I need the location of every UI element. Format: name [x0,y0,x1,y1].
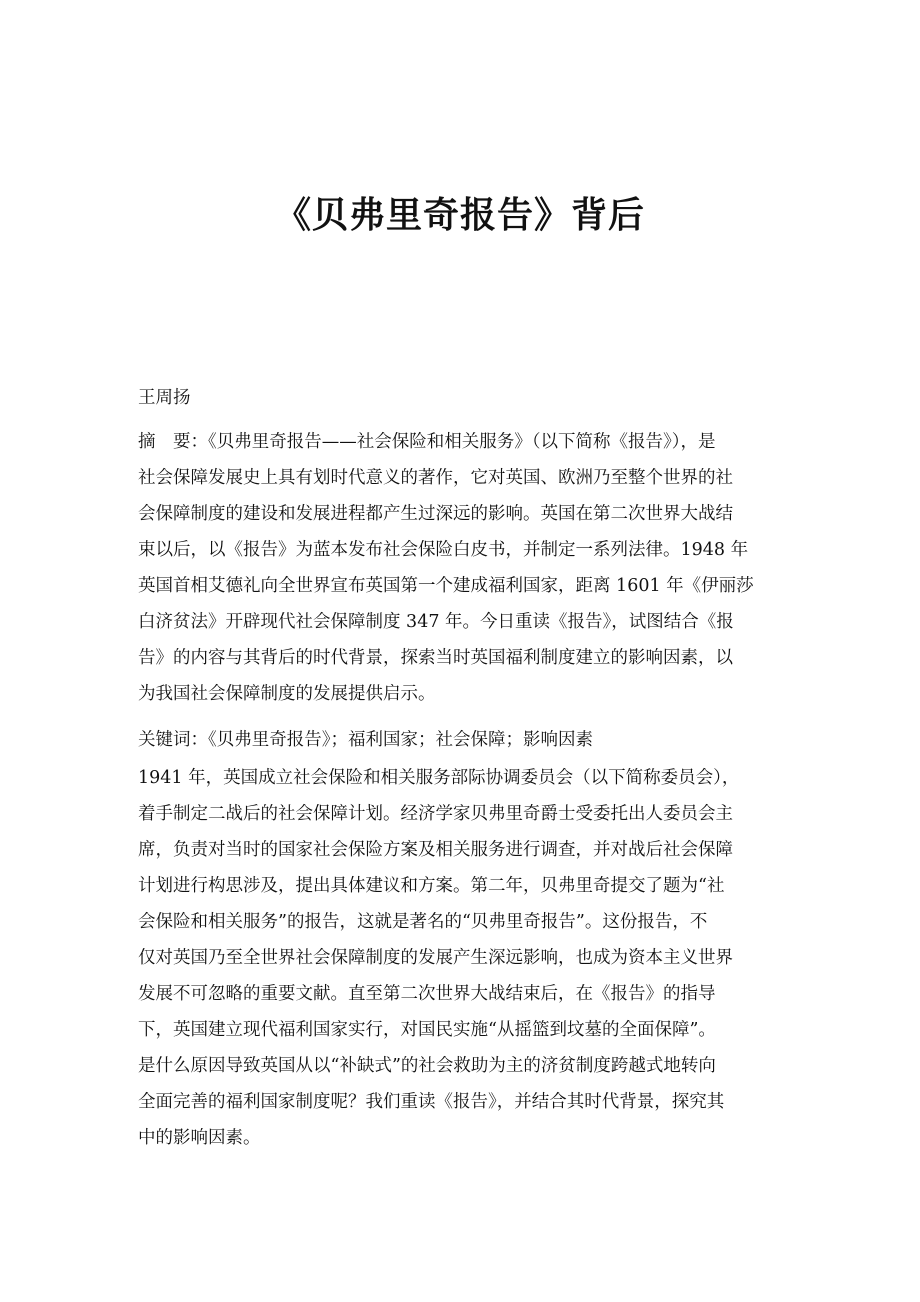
abstract-line: 英国首相艾德礼向全世界宣布英国第一个建成福利国家，距离 1601 年《伊丽莎 [138,576,754,596]
abstract [138,424,788,712]
abstract-line: 白济贫法》开辟现代社会保障制度 347 年。今日重读《报告》，试图结合《报 [138,612,734,632]
author [138,380,788,416]
body-line: 席，负责对当时的国家社会保险方案及相关服务进行调查，并对战后社会保障 [138,840,733,860]
body-line: 下，英国建立现代福利国家实行，对国民实施“从摇篮到坟墓的全面保障”。 [138,1020,716,1040]
abstract-line: 社会保障发展史上具有划时代意义的著作，它对英国、欧洲乃至整个世界的社 [138,468,733,488]
body-paragraph [138,760,788,1156]
body-line: 会保险和相关服务”的报告，这就是著名的“贝弗里奇报告”。这份报告，不 [138,912,708,932]
body-line: 全面完善的福利国家制度呢？我们重读《报告》，并结合其时代背景，探究其 [138,1092,725,1112]
keywords-line: 关键词：《贝弗里奇报告》；福利国家；社会保障；影响因素 [138,730,593,750]
body-line: 发展不可忽略的重要文献。直至第二次世界大战结束后，在《报告》的指导 [138,984,716,1004]
body-line: 是什么原因导致英国从以“补缺式”的社会救助为主的济贫制度跨越式地转向 [138,1056,716,1076]
abstract-line: 告》的内容与其背后的时代背景，探索当时英国福利制度建立的影响因素，以 [138,648,733,668]
body-line: 仅对英国乃至全世界社会保障制度的发展产生深远影响，也成为资本主义世界 [138,948,733,968]
abstract-line: 会保障制度的建设和发展进程都产生过深远的影响。英国在第二次世界大战结 [138,504,733,524]
abstract-line: 束以后，以《报告》为蓝本发布社会保险白皮书，并制定一系列法律。1948 年 [138,540,749,560]
document-title: 《贝弗里奇报告》背后 [274,194,645,236]
body-line: 1941 年，英国成立社会保险和相关服务部际协调委员会（以下简称委员会）， [138,768,740,788]
abstract-line: 摘 要：《贝弗里奇报告——社会保险和相关服务》（以下简称《报告》），是 [138,432,716,452]
abstract-line: 为我国社会保障制度的发展提供启示。 [138,684,436,704]
keywords [138,722,788,758]
body-line: 中的影响因素。 [138,1128,261,1148]
author-name: 王周扬 [138,388,191,408]
body-line: 着手制定二战后的社会保障计划。经济学家贝弗里奇爵士受委托出人委员会主 [138,804,733,824]
body-line: 计划进行构思涉及，提出具体建议和方案。第二年，贝弗里奇提交了题为“社 [138,876,725,896]
